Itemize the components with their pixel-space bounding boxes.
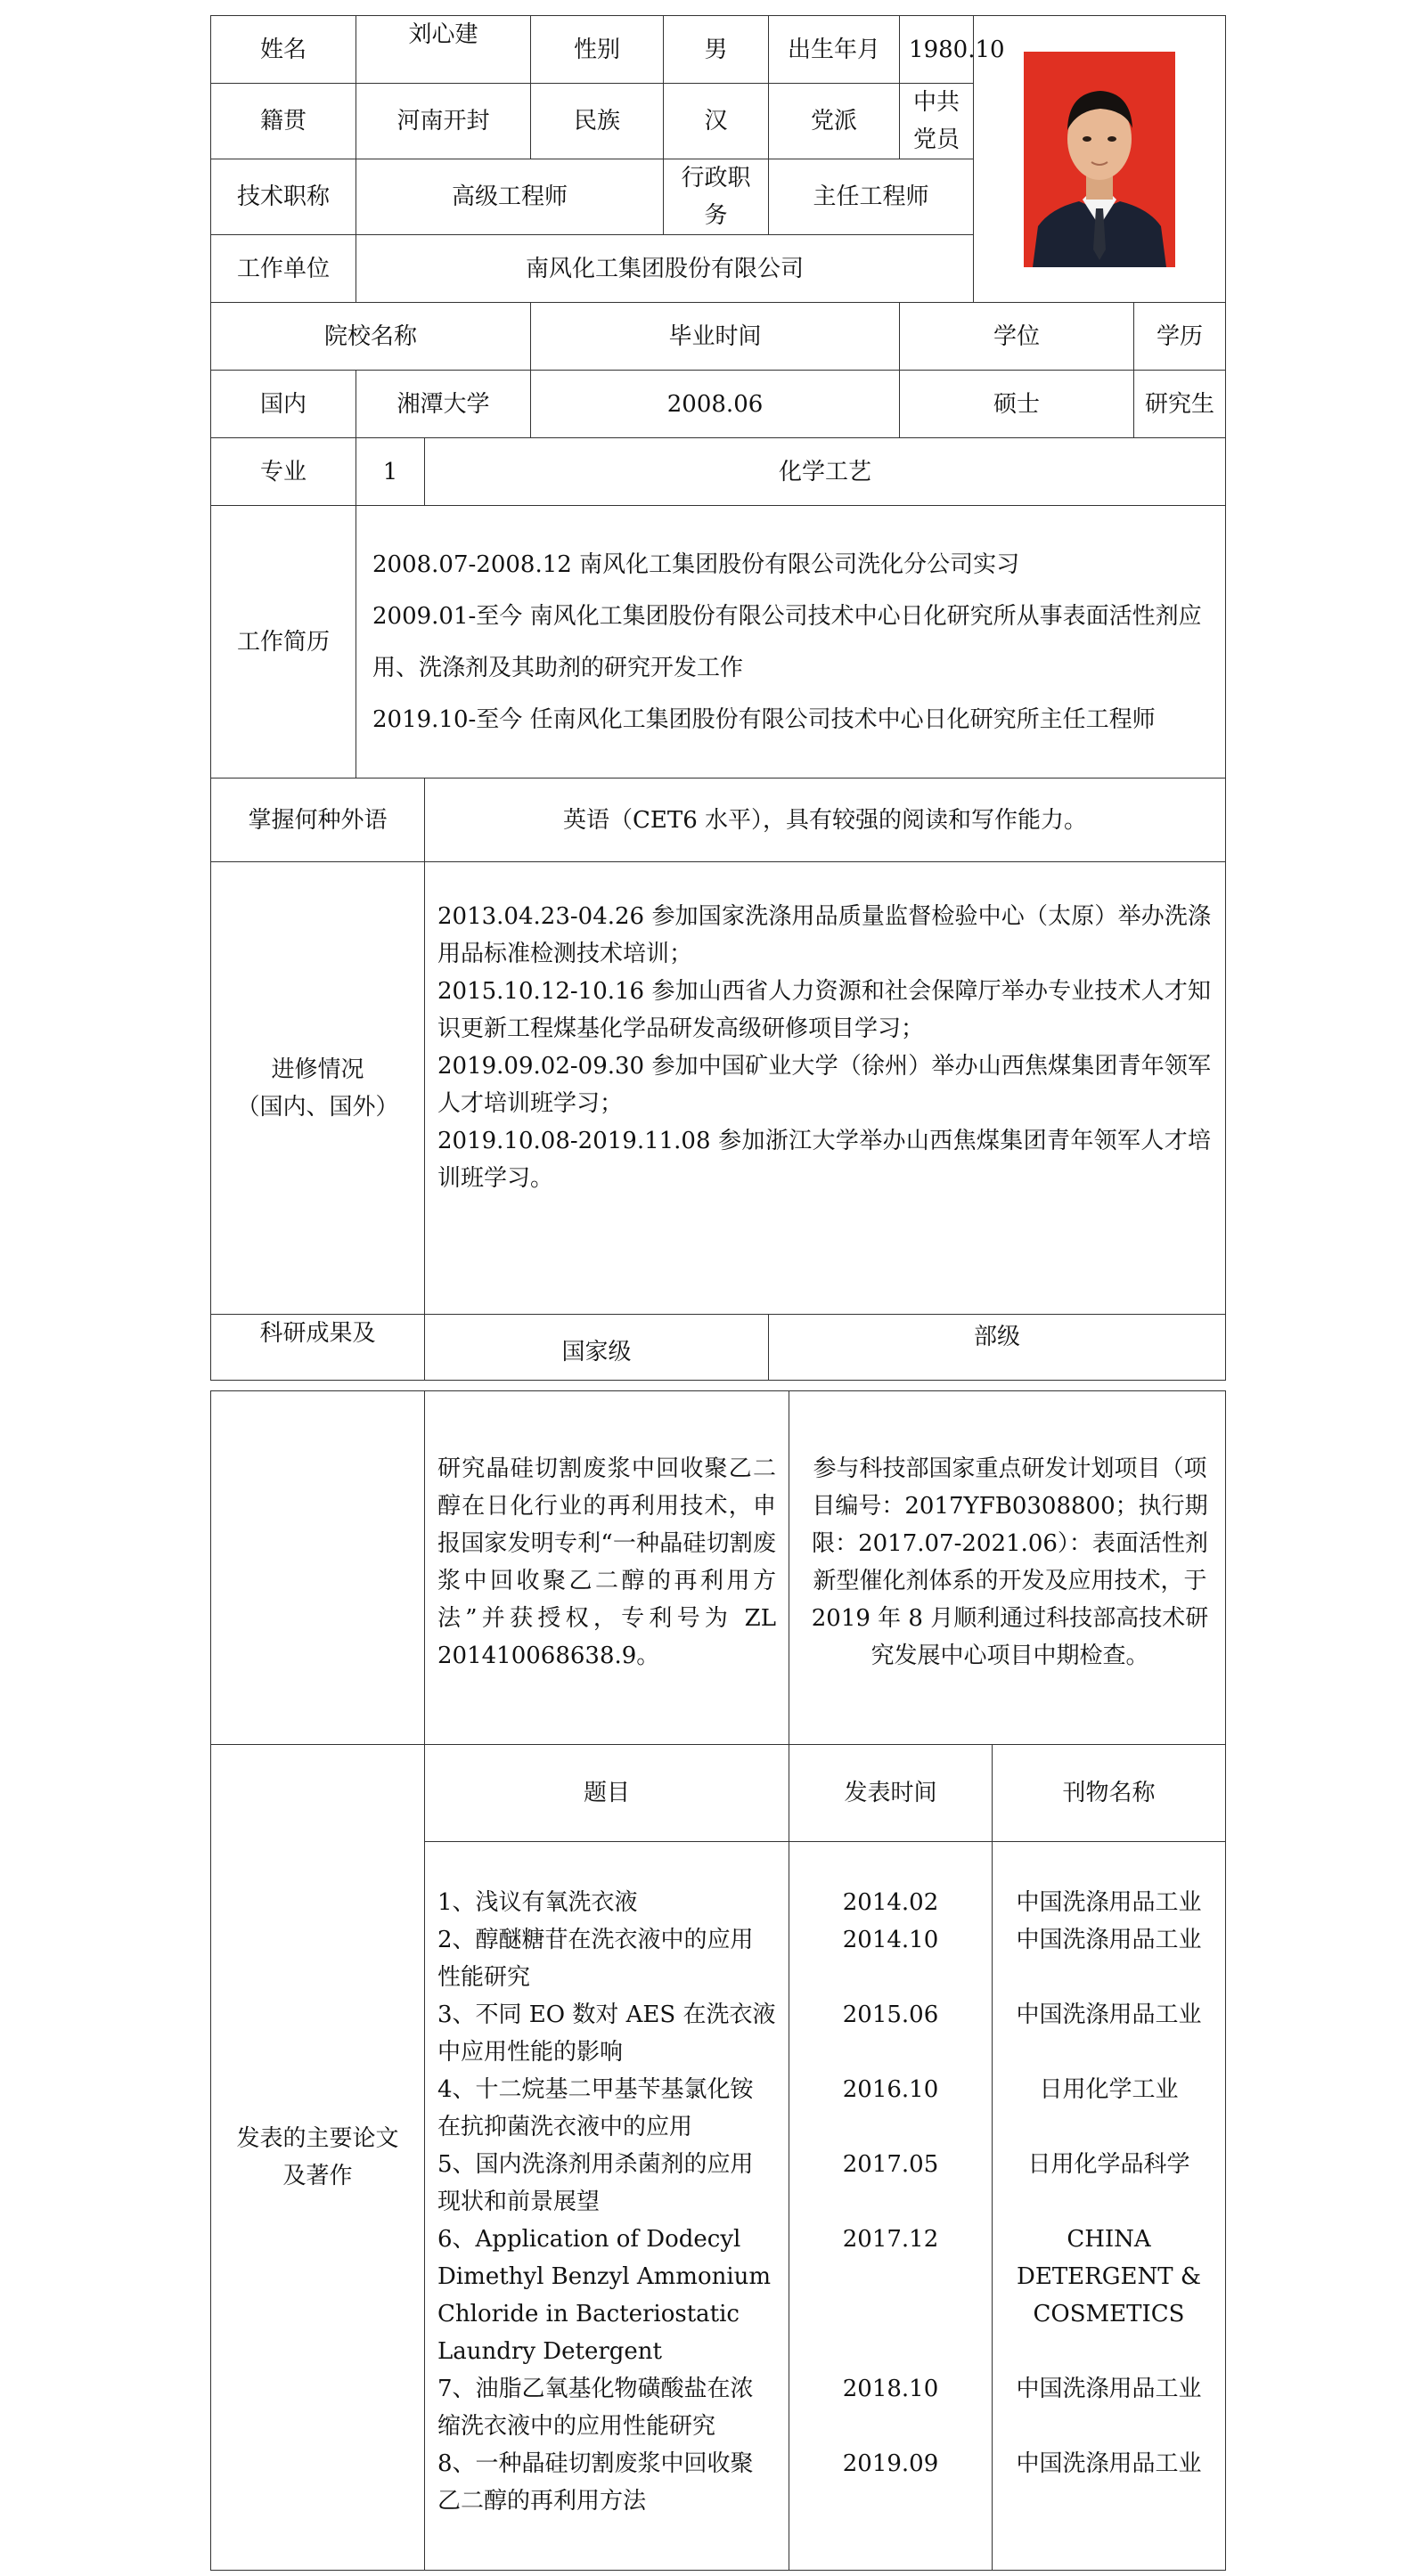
work-history-item: 2019.10-至今 任南风化工集团股份有限公司技术中心日化研究所主任工程师 [372,705,1156,733]
grad-time-value: 2008.06 [531,371,900,438]
research-label: 科研成果及 [211,1315,425,1381]
name-value: 刘心建 [356,16,531,84]
major-label: 专业 [211,438,356,506]
major-value: 化学工艺 [425,438,1226,506]
work-history-label: 工作简历 [211,506,356,779]
title-label: 技术职称 [211,159,356,235]
journal-header: 刊物名称 [993,1745,1226,1842]
publication-date: 2014.10 [842,1927,939,1953]
date-header: 发表时间 [789,1745,993,1842]
ministry-level-achievement: 参与科技部国家重点研发计划项目（项目编号：2017YFB0308800；执行期限：2017.07-2021.06）：表面活性剂新型催化剂体系的开发及应用技术，于 2019 年 8 月顺利通过科技部高技术研究发展中心项目中期检查。 [789,1391,1226,1745]
education-value: 研究生 [1134,371,1226,438]
publication-dates [789,1842,993,2571]
employer-label: 工作单位 [211,235,356,303]
publication-date: 2016.10 [842,2076,939,2103]
national-level-header: 国家级 [425,1315,769,1381]
resume-table-page2 [210,1390,1226,2571]
birth-label: 出生年月 [769,16,900,84]
training-label [211,862,425,1315]
training-content [425,862,1226,1315]
publications-label-line2: 及著作 [282,2163,353,2189]
publication-journals [993,1842,1226,2571]
publication-title: 5、国内洗涤剂用杀菌剂的应用现状和前景展望 [437,2151,754,2215]
publication-title: 7、油脂乙氧基化物磺酸盐在浓缩洗衣液中的应用性能研究 [437,2376,754,2440]
party-value: 中共党员 [900,84,974,159]
publication-journal: 日用化学工业 [1039,2076,1179,2103]
publication-date: 2014.02 [842,1889,939,1916]
publication-date: 2017.12 [842,2226,939,2253]
ethnic-value: 汉 [664,84,769,159]
portrait-illustration [1024,52,1175,267]
school-header: 院校名称 [211,303,531,371]
work-history-item: 2009.01-至今 南风化工集团股份有限公司技术中心日化研究所从事表面活性剂应用、洗涤剂及其助剂的研究开发工作 [372,602,1202,681]
school-value: 湘潭大学 [356,371,531,438]
research-continued-label [211,1391,425,1745]
language-value: 英语（CET6 水平），具有较强的阅读和写作能力。 [425,779,1226,862]
training-item: 2013.04.23-04.26 参加国家洗涤用品质量监督检验中心（太原）举办洗涤用品标准检测技术培训； [437,903,1212,967]
publication-journal: 日用化学品科学 [1027,2151,1190,2178]
employer-value: 南风化工集团股份有限公司 [356,235,974,303]
degree-header: 学位 [900,303,1134,371]
publication-date: 2017.05 [842,2151,939,2178]
training-item: 2019.10.08-2019.11.08 参加浙江大学举办山西焦煤集团青年领军人才培训班学习。 [437,1128,1212,1192]
publication-journal: 中国洗涤用品工业 [1016,1927,1202,1953]
publication-title: 3、不同 EO 数对 AES 在洗衣液中应用性能的影响 [437,2001,776,2066]
publication-title: 6、Application of Dodecyl Dimethyl Benzyl Ammonium Chloride in Bacteriostatic Laundry Detergent [437,2226,772,2365]
training-label-line2: （国内、国外） [236,1093,399,1121]
publication-journal: 中国洗涤用品工业 [1016,2376,1202,2402]
ministry-level-header: 部级 [769,1315,1226,1381]
title-value: 高级工程师 [356,159,664,235]
work-history-content [356,506,1226,779]
gender-label: 性别 [531,16,664,84]
publication-date: 2019.09 [842,2450,939,2477]
party-label: 党派 [769,84,900,159]
training-item: 2019.09.02-09.30 参加中国矿业大学（徐州）举办山西焦煤集团青年领军人才培训班学习； [437,1053,1212,1117]
publication-titles [425,1842,789,2571]
publications-label [211,1745,425,2571]
birth-value: 1980.10 [900,16,974,84]
photo-cell [974,16,1226,303]
publication-date: 2018.10 [842,2376,939,2402]
language-label: 掌握何种外语 [211,779,425,862]
resume-table-page1 [210,15,1226,1381]
position-value: 主任工程师 [769,159,974,235]
degree-value: 硕士 [900,371,1134,438]
major-number: 1 [356,438,425,506]
ethnic-label: 民族 [531,84,664,159]
work-history-item: 2008.07-2008.12 南风化工集团股份有限公司洗化分公司实习 [372,550,1020,578]
publications-label-line1: 发表的主要论文 [236,2125,399,2152]
publication-journal: 中国洗涤用品工业 [1016,2450,1202,2477]
region-value: 国内 [211,371,356,438]
publication-journal: CHINA DETERGENT & COSMETICS [1017,2226,1201,2327]
education-header: 学历 [1134,303,1226,371]
publication-date: 2015.06 [842,2001,939,2028]
publication-title: 1、浅议有氧洗衣液 [437,1889,638,1916]
topic-header: 题目 [425,1745,789,1842]
publication-title: 4、十二烷基二甲基苄基氯化铵在抗抑菌洗衣液中的应用 [437,2076,754,2140]
name-label: 姓名 [211,16,356,84]
native-label: 籍贯 [211,84,356,159]
portrait-photo [1024,52,1175,267]
training-label-line1: 进修情况 [271,1056,364,1083]
position-label: 行政职务 [664,159,769,235]
publication-journal: 中国洗涤用品工业 [1016,1889,1202,1916]
publication-journal: 中国洗涤用品工业 [1016,2001,1202,2028]
gender-value: 男 [664,16,769,84]
native-value: 河南开封 [356,84,531,159]
publication-title: 8、一种晶硅切割废浆中回收聚乙二醇的再利用方法 [437,2450,754,2515]
training-item: 2015.10.12-10.16 参加山西省人力资源和社会保障厅举办专业技术人才知识更新工程煤基化学品研发高级研修项目学习； [437,978,1212,1042]
publication-title: 2、醇醚糖苷在洗衣液中的应用性能研究 [437,1927,754,1991]
grad-time-header: 毕业时间 [531,303,900,371]
national-level-achievement: 研究晶硅切割废浆中回收聚乙二醇在日化行业的再利用技术，申报国家发明专利“一种晶硅切割废浆中回收聚乙二醇的再利用方法”并获授权，专利号为 ZL 201410068638.9。 [425,1391,789,1745]
